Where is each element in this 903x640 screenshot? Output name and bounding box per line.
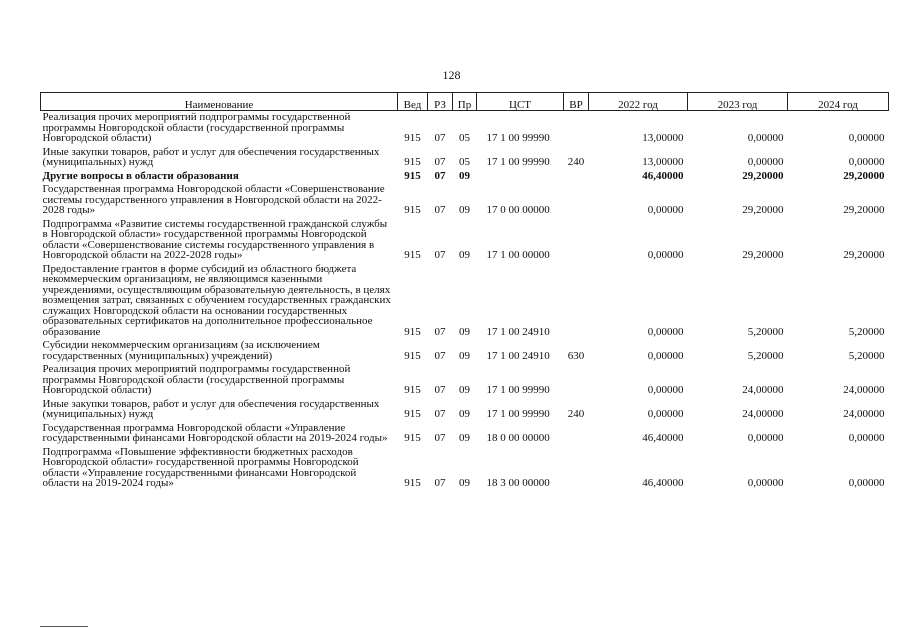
cell-name: Государственная программа Новгородской области «Управление государственными финансами Новгородской области на 2019-2024 годы»: [42, 421, 388, 444]
cell-rz: 07: [434, 132, 446, 144]
cell-ved: 915: [404, 408, 421, 420]
cell-y2022: 0,00000: [647, 204, 684, 216]
cell-vr: [564, 170, 589, 184]
cell-y2024: 24,00000: [843, 408, 885, 420]
cell-pr: 09: [459, 169, 470, 182]
cell-ved: 915: [404, 204, 421, 216]
cell-rz: 07: [434, 204, 446, 216]
table-row: [41, 446, 889, 491]
table-row: [41, 263, 889, 340]
cell-y2023: 0,00000: [747, 156, 784, 168]
cell-ved: 915: [404, 477, 421, 489]
cell-vr: [564, 263, 589, 340]
table-row: [41, 363, 889, 398]
cell-y2023: 0,00000: [747, 432, 784, 444]
cell-name: Иные закупки товаров, работ и услуг для обеспечения государственных (муниципальных) нужд: [42, 397, 380, 420]
cell-cst: 17 0 00 00000: [486, 204, 550, 216]
cell-ved: 915: [404, 325, 421, 338]
cell-rz: 07: [434, 249, 446, 261]
cell-vr: [564, 218, 589, 263]
cell-pr: 09: [459, 384, 470, 396]
cell-y2024: 29,20000: [843, 249, 885, 261]
cell-pr: 09: [459, 349, 470, 362]
cell-y2023: 0,00000: [747, 477, 784, 489]
cell-y2024: 0,00000: [848, 432, 885, 444]
cell-cst: 17 1 00 24910: [486, 349, 550, 362]
cell-ved: 915: [404, 156, 421, 168]
table-row: [41, 218, 889, 263]
cell-pr: 05: [459, 132, 470, 144]
cell-name: Государственная программа Новгородской области «Совершенствование системы государственного управления в Новгородской области на 2022-2028 годы»: [42, 183, 385, 216]
cell-cst: 17 1 00 99990: [486, 384, 550, 396]
cell-cst: 17 1 00 00000: [486, 249, 550, 261]
cell-y2023: 5,20000: [747, 349, 784, 362]
cell-rz: 07: [434, 325, 446, 338]
cell-rz: 07: [434, 384, 446, 396]
cell-name: Подпрограмма «Развитие системы государственной гражданской службы в Новгородской области» государственной программы Новгородской области «Совершенствование системы государственного управления в Новгородской области на 2022-2028 годы»: [42, 217, 388, 261]
cell-vr: [564, 422, 589, 446]
cell-y2022: 0,00000: [647, 249, 684, 261]
table-row: [41, 111, 889, 146]
cell-y2023: 0,00000: [747, 132, 784, 144]
cell-y2022: 0,00000: [647, 408, 684, 420]
cell-y2023: 29,20000: [742, 204, 784, 216]
cell-y2023: 5,20000: [747, 325, 784, 338]
cell-y2023: 29,20000: [742, 169, 784, 182]
cell-y2024: 0,00000: [848, 132, 885, 144]
cell-y2024: 0,00000: [848, 477, 885, 489]
table-row: [41, 422, 889, 446]
table-header-row: [41, 93, 889, 111]
cell-cst: 17 1 00 99990: [486, 408, 550, 420]
cell-y2022: 46,40000: [642, 477, 684, 489]
cell-rz: 07: [434, 432, 446, 444]
cell-vr: 240: [567, 156, 585, 168]
cell-name: Реализация прочих мероприятий подпрограммы государственной программы Новгородской области (государственной программы Новгородской области): [42, 363, 351, 396]
page-number: 128: [442, 68, 461, 82]
cell-y2024: 0,00000: [848, 156, 885, 168]
cell-rz: 07: [434, 169, 446, 182]
cell-ved: 915: [404, 132, 421, 144]
cell-ved: 915: [404, 432, 421, 444]
cell-rz: 07: [434, 477, 446, 489]
table-row: [41, 339, 889, 363]
cell-y2024: 29,20000: [843, 204, 885, 216]
cell-pr: 09: [459, 432, 470, 444]
cell-vr: [564, 363, 589, 398]
cell-y2023: 24,00000: [742, 408, 784, 420]
cell-y2024: 5,20000: [848, 325, 885, 338]
table-row: [41, 170, 889, 184]
cell-pr: 09: [459, 249, 470, 261]
cell-y2022: 0,00000: [647, 325, 684, 338]
cell-ved: 915: [404, 349, 421, 362]
cell-ved: 915: [404, 384, 421, 396]
header-ved: Вед: [398, 93, 428, 111]
cell-pr: 05: [459, 156, 470, 168]
table-row: [41, 146, 889, 170]
budget-table: [40, 92, 889, 491]
cell-ved: 915: [404, 249, 421, 261]
cell-vr: [564, 111, 589, 146]
table-row: [41, 398, 889, 422]
cell-cst: [477, 170, 564, 184]
cell-name: Субсидии некоммерческим организациям (за исключением государственных (муниципальных) учреждений): [42, 339, 320, 362]
header-pr: Пр: [453, 93, 477, 111]
cell-vr: [564, 183, 589, 218]
header-name: Наименование: [41, 93, 398, 111]
cell-name: Предоставление грантов в форме субсидий из областного бюджета некоммерческим организациям, не являющимся казенными учреждениями, осуществляющим образовательную деятельность, в целях возмещения затрат, связанных с обучением государственных гражданских служащих Новгородской области на основании государственных образовательных сертификатов на дополнительное профессиональное образование: [42, 262, 391, 338]
cell-vr: [564, 446, 589, 491]
cell-y2023: 29,20000: [742, 249, 784, 261]
table-row: [41, 183, 889, 218]
cell-rz: 07: [434, 408, 446, 420]
header-vr: ВР: [564, 93, 589, 111]
cell-cst: 18 0 00 00000: [486, 432, 550, 444]
cell-y2022: 46,40000: [642, 169, 684, 182]
cell-y2024: 29,20000: [843, 169, 885, 182]
cell-y2022: 13,00000: [642, 132, 684, 144]
cell-vr: 240: [567, 408, 585, 420]
cell-rz: 07: [434, 349, 446, 362]
cell-name: Другие вопросы в области образования: [42, 169, 239, 182]
cell-cst: 18 3 00 00000: [486, 477, 550, 489]
cell-pr: 09: [459, 477, 470, 489]
cell-y2024: 24,00000: [843, 384, 885, 396]
cell-cst: 17 1 00 24910: [486, 325, 550, 338]
cell-cst: 17 1 00 99990: [486, 132, 550, 144]
header-2023: 2023 год: [688, 93, 788, 111]
cell-y2022: 13,00000: [642, 156, 684, 168]
cell-name: Иные закупки товаров, работ и услуг для обеспечения государственных (муниципальных) нужд: [42, 145, 380, 168]
header-2022: 2022 год: [589, 93, 688, 111]
cell-pr: 09: [459, 204, 470, 216]
header-cst: ЦСТ: [477, 93, 564, 111]
cell-y2022: 0,00000: [647, 349, 684, 362]
cell-vr: 630: [567, 349, 585, 362]
cell-ved: 915: [404, 169, 421, 182]
cell-y2024: 5,20000: [848, 349, 885, 362]
cell-y2022: 0,00000: [647, 384, 684, 396]
header-rz: РЗ: [428, 93, 453, 111]
cell-pr: 09: [459, 325, 470, 338]
cell-pr: 09: [459, 408, 470, 420]
cell-y2022: 46,40000: [642, 432, 684, 444]
cell-name: Реализация прочих мероприятий подпрограммы государственной программы Новгородской области (государственной программы Новгородской области): [42, 111, 351, 144]
table-body: [41, 111, 889, 491]
footer-divider: [40, 626, 88, 627]
cell-y2023: 24,00000: [742, 384, 784, 396]
cell-cst: 17 1 00 99990: [486, 156, 550, 168]
header-2024: 2024 год: [788, 93, 889, 111]
cell-rz: 07: [434, 156, 446, 168]
cell-name: Подпрограмма «Повышение эффективности бюджетных расходов Новгородской области» государственной программы Новгородской области «Управление государственными финансами Новгородской области на 2019-2024 годы»: [42, 445, 359, 489]
